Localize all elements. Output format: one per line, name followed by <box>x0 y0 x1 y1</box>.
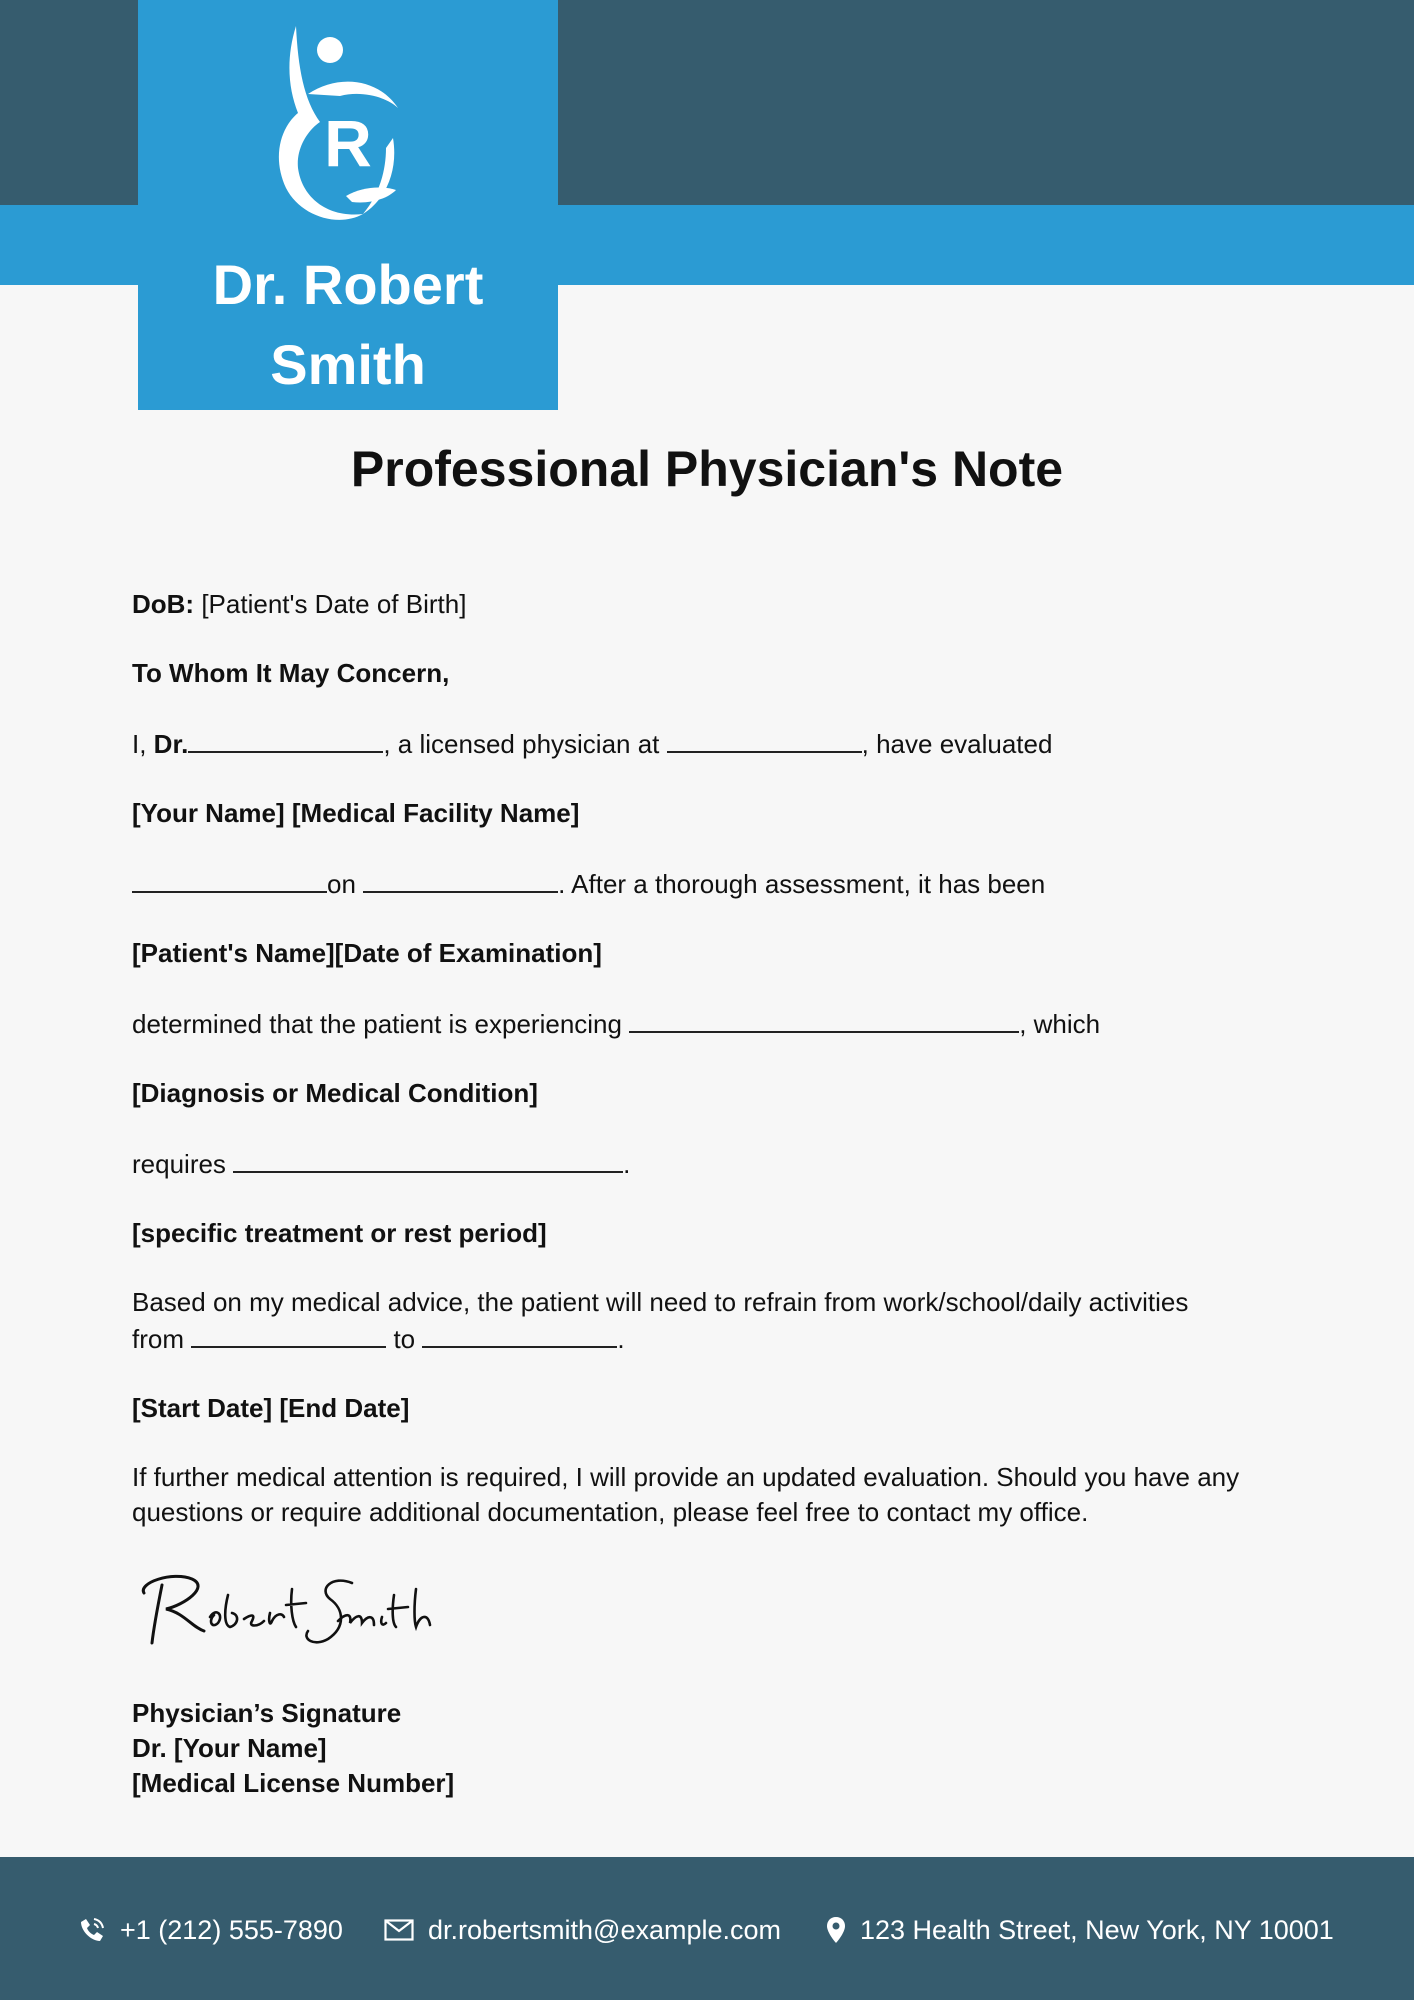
p3-text-b: , which <box>1019 1009 1101 1039</box>
paragraph-4 <box>132 1145 1292 1182</box>
logo-letter: R <box>324 106 372 180</box>
brand-panel <box>138 0 558 410</box>
p4-text-b: . <box>623 1149 631 1179</box>
page-title: Professional Physician's Note <box>350 441 1064 497</box>
p5-to: to <box>386 1324 423 1354</box>
blank-exam-date[interactable] <box>363 865 558 893</box>
footer-email-text: dr.robertsmith@example.com <box>428 1914 782 1945</box>
handwritten-signature <box>132 1565 452 1655</box>
p1-text-b: , a licensed physician at <box>383 729 667 759</box>
dob-value: [Patient's Date of Birth] <box>201 589 467 619</box>
doctor-name-line2: Smith <box>270 333 426 396</box>
map-pin-icon <box>826 1916 846 1944</box>
p1-text-a: I, <box>132 729 154 759</box>
footer-phone-text: +1 (212) 555-7890 <box>120 1914 343 1945</box>
footer <box>0 1857 1414 2000</box>
paragraph-3 <box>132 1005 1292 1042</box>
p5-from: from <box>132 1324 192 1354</box>
p1-text-c: , have evaluated <box>861 729 1053 759</box>
p2-text-a: on <box>327 869 364 899</box>
blank-treatment[interactable] <box>233 1145 623 1173</box>
blank-diagnosis[interactable] <box>629 1005 1019 1033</box>
footer-phone[interactable] <box>78 1910 343 1950</box>
hint-3: [Diagnosis or Medical Condition] <box>132 1078 538 1108</box>
hint-1: [Your Name] [Medical Facility Name] <box>132 798 580 828</box>
p5-end: . <box>617 1324 625 1354</box>
p4-text-a: requires <box>132 1149 234 1179</box>
p1-dr: Dr. <box>153 729 189 759</box>
envelope-icon <box>384 1919 414 1941</box>
logo-icon <box>268 18 428 228</box>
signature-license: [Medical License Number] <box>132 1768 455 1798</box>
salutation: To Whom It May Concern, <box>132 658 450 688</box>
blank-patient-name[interactable] <box>132 865 327 893</box>
phone-icon <box>78 1916 106 1944</box>
blank-facility-name[interactable] <box>667 725 862 753</box>
paragraph-5 <box>132 1285 1292 1357</box>
note-body <box>132 587 1292 1564</box>
paragraph-1 <box>132 725 1292 762</box>
paragraph-2 <box>132 865 1292 902</box>
hint-2: [Patient's Name][Date of Examination] <box>132 938 602 968</box>
p5-line1: Based on my medical advice, the patient will need to refrain from work/school/daily activities <box>132 1287 1189 1317</box>
footer-email[interactable] <box>384 1910 781 1950</box>
footer-address-text: 123 Health Street, New York, NY 10001 <box>860 1914 1334 1945</box>
blank-start-date[interactable] <box>191 1320 386 1348</box>
doctor-name <box>138 245 558 405</box>
hint-5: [Start Date] [End Date] <box>132 1393 410 1423</box>
dob-line <box>132 587 1292 622</box>
signature-name: Dr. [Your Name] <box>132 1733 327 1763</box>
p2-text-b: . After a thorough assessment, it has been <box>558 869 1046 899</box>
paragraph-6: If further medical attention is required, I will provide an updated evaluation. Should you have any questions or require additional documentation, please feel free to contact my office. <box>132 1462 1240 1527</box>
signature-block <box>132 1696 454 1801</box>
footer-address[interactable] <box>826 1910 1334 1950</box>
doctor-name-line1: Dr. Robert <box>212 253 484 316</box>
blank-end-date[interactable] <box>422 1320 617 1348</box>
dob-label: DoB: <box>132 589 195 619</box>
p3-text-a: determined that the patient is experiencing <box>132 1009 630 1039</box>
blank-your-name[interactable] <box>188 725 383 753</box>
signature-label: Physician’s Signature <box>132 1698 402 1728</box>
hint-4: [specific treatment or rest period] <box>132 1218 547 1248</box>
